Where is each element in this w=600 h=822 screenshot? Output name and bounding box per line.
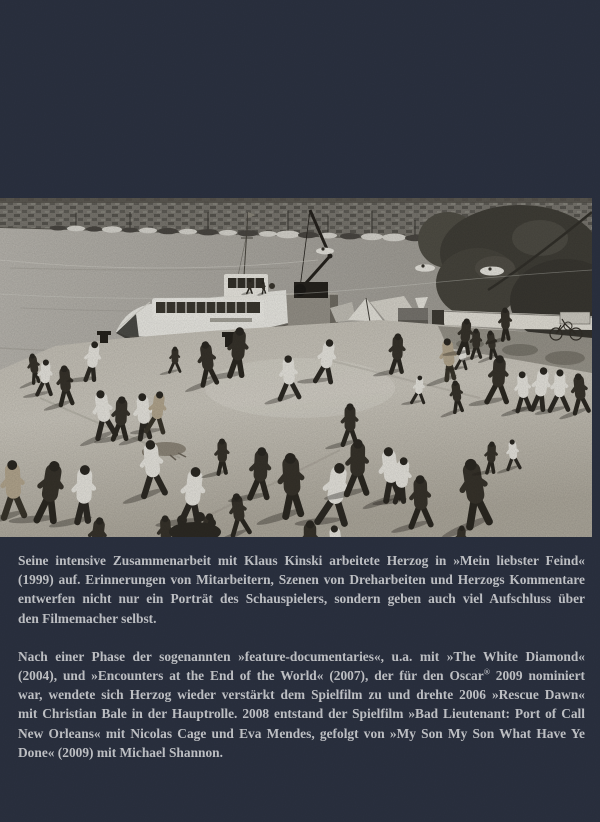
text-line: Nach einer Phase der sogenannten »feature-documentaries«, u.a. mit »The White Diamond«	[18, 648, 585, 664]
body-text	[18, 551, 585, 762]
text-line: Seine intensive Zusammenarbeit mit Klaus Kinski arbeitete Herzog in »Mein liebster Feind«	[18, 553, 585, 568]
text-line: New Orleans« mit Nicolas Cage und Eva Mendes, gefolgt von »My Son My Son What Have Ye	[18, 725, 585, 741]
film-still-scene	[0, 198, 592, 537]
film-still-photo	[0, 198, 592, 537]
text-line: Done« (2009) mit Michael Shannon.	[18, 744, 223, 760]
text-line: (2004), und »Encounters at the End of the World« (2007), der für den Oscar® 2009 nominiert	[18, 667, 585, 683]
text-line: entwerfen nicht nur ein Porträt des Schauspielers, sondern geben auch viel Aufschluss über	[18, 591, 585, 607]
body-paragraph	[18, 551, 585, 628]
text-line: (1999) auf. Erinnerungen von Mitarbeitern, Szenen von Dreharbeiten und Herzogs Kommentare	[18, 572, 585, 588]
text-line: mit Christian Bale in der Hauptrolle. 2008 entstand der Spielfilm »Bad Lieutenant: Port of Call	[18, 706, 585, 722]
body-paragraph	[18, 647, 585, 762]
text-line: den Filmemacher selbst.	[18, 610, 157, 626]
photo-grain	[0, 198, 592, 537]
text-line: war, wendete sich Herzog wieder verstärkt dem Spielfilm zu und drehte 2006 »Rescue Dawn«	[18, 687, 585, 703]
